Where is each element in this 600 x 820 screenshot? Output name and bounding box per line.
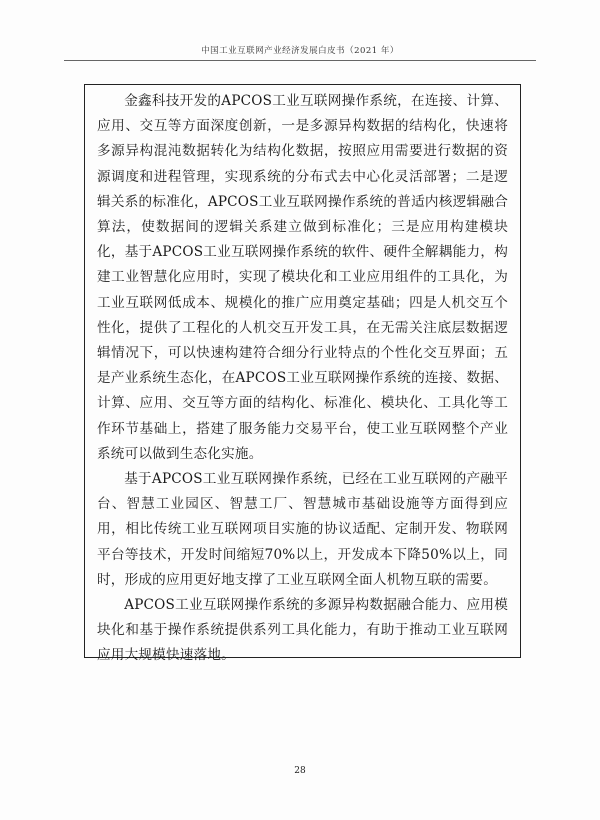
running-header: 中国工业互联网产业经济发展白皮书（2021 年） <box>201 46 399 56</box>
case-study-box <box>84 84 521 664</box>
box-paragraph-3: APCOS工业互联网操作系统的多源异构数据融合能力、应用模块化和基于操作系统提供系列工具化能力，有助于推动工业互联网应用大规模快速落地。 <box>97 597 508 664</box>
box-paragraph-1: 金鑫科技开发的APCOS工业互联网操作系统，在连接、计算、应用、交互等方面深度创新，一是多源异构数据的结构化，快速将多源异构混沌数据转化为结构化数据，按照应用需要进行数据的资源调度和进程管理，实现系统的分布式去中心化灵活部署；二是逻辑关系的标准化，APCOS工业互联网操作系统的普适内核逻辑融合算法，使数据间的逻辑关系建立做到标准化；三是应用构建模块化，基于APCOS工业互联网操作系统的软件、硬件全解耦能力，构建工业智慧化应用时，实现了模块化和工业应用组件的工具化，为工业互联网低成本、规模化的推广应用奠定基础；四是人机交互个性化，提供了工程化的人机交互开发工具，在无需关注底层数据逻辑情况下，可以快速构建符合细分行业特点的个性化交互界面；五是产业系统生态化，在APCOS工业互联网操作系统的连接、数据、计算、应用、交互等方面的结构化、标准化、模块化、工具化等工作环节基础上，搭建了服务能力交易平台，使工业互联网整个产业系统可以做到生态化实施。 <box>97 93 508 462</box>
page-number: 28 <box>294 766 306 776</box>
box-paragraph-2: 基于APCOS工业互联网操作系统，已经在工业互联网的产融平台、智慧工业园区、智慧工厂、智慧城市基础设施等方面得到应用，相比传统工业互联网项目实施的协议适配、定制开发、物联网平台等技术，开发时间缩短70%以上，开发成本下降50%以上，同时，形成的应用更好地支撑了工业互联网全面人机物互联的需要。 <box>97 471 508 588</box>
header-rule <box>64 60 536 61</box>
